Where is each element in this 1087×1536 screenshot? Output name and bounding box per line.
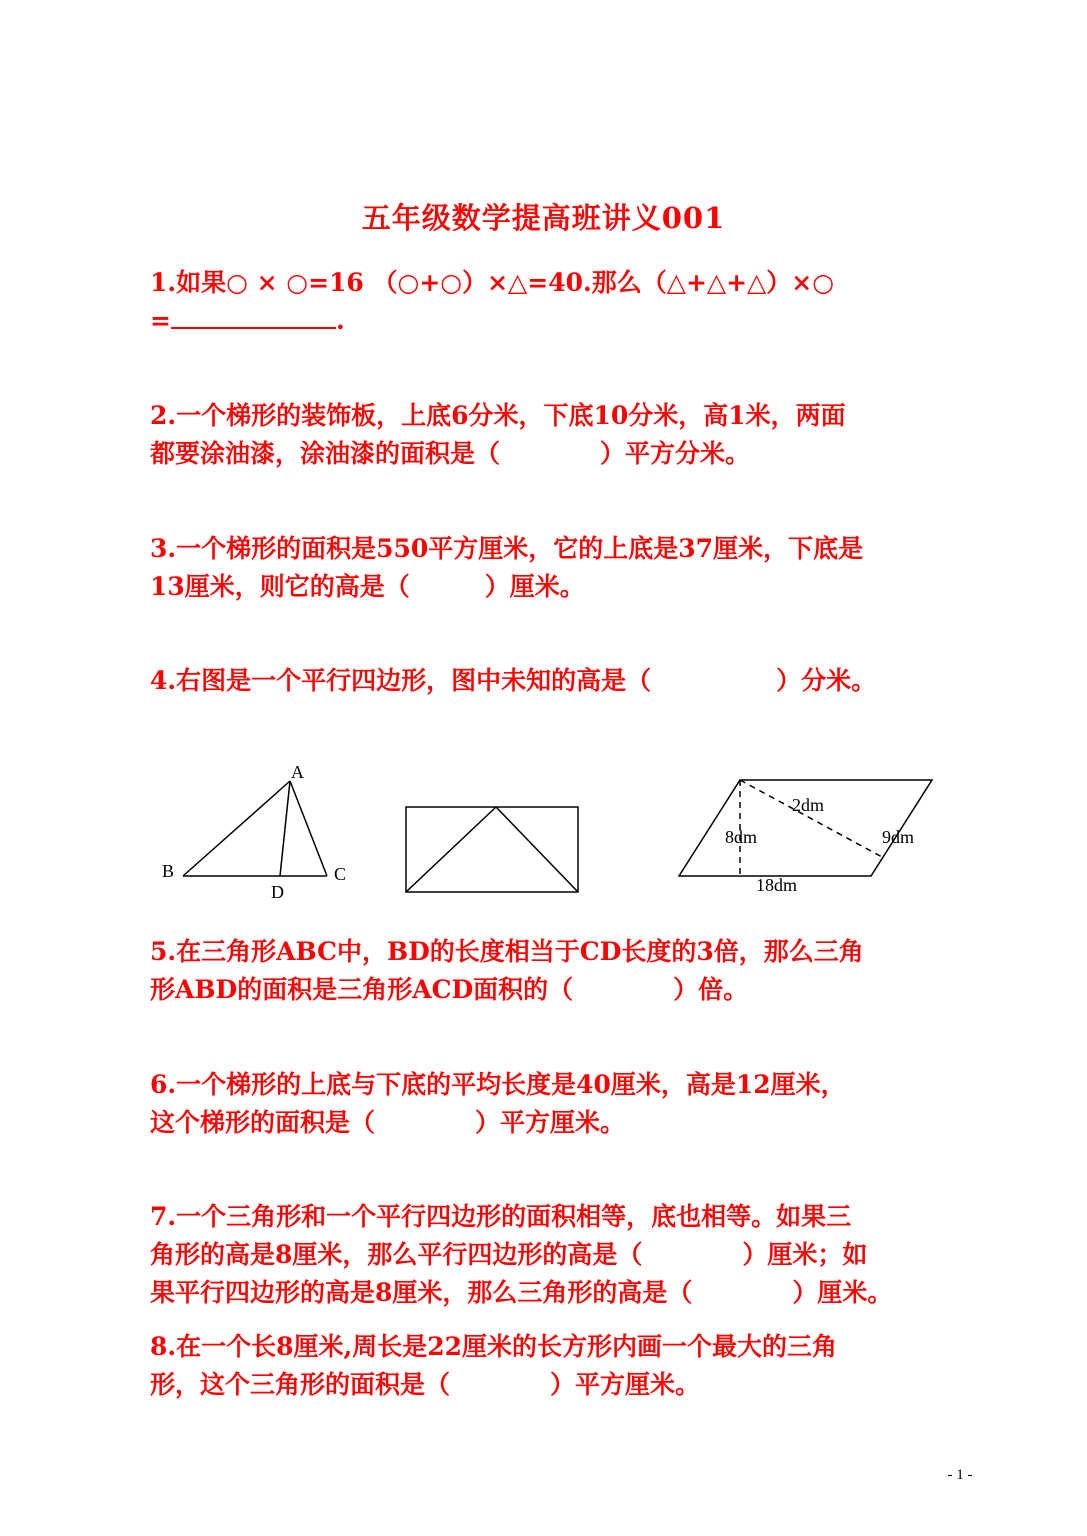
label-b: B [162,861,175,881]
question-4-line-1: 4.右图是一个平行四边形，图中未知的高是（ ）分米。 [150,666,877,695]
question-2-line-2: 都要涂油漆，涂油漆的面积是（ ）平方分米。 [150,439,751,468]
question-7-line-3: 果平行四边形的高是8厘米，那么三角形的高是（ ）厘米。 [150,1278,893,1307]
question-8 [150,1328,980,1404]
side-ab [183,781,290,876]
question-3-line-1: 3.一个梯形的面积是550平方厘米，它的上底是37厘米，下底是 [150,534,864,563]
question-2 [150,397,980,473]
question-8-line-1: 8.在一个长8厘米,周长是22厘米的长方形内画一个最大的三角 [150,1332,837,1361]
label-18dm: 18dm [756,875,798,895]
label-d: D [271,882,284,902]
rectangle [406,807,578,892]
question-5-line-2: 形ABD的面积是三角形ACD面积的（ ）倍。 [150,975,749,1004]
label-2dm: 2dm [792,795,825,815]
question-1-period: . [335,306,345,335]
segment-ad [280,781,290,876]
label-9dm: 9dm [882,827,915,847]
question-1 [150,264,980,340]
question-7-line-2: 角形的高是8厘米，那么平行四边形的高是（ ）厘米；如 [150,1240,868,1269]
question-4 [150,662,980,700]
question-2-line-1: 2.一个梯形的装饰板，上底6分米，下底10分米，高1米，两面 [150,401,846,430]
page-title: 五年级数学提高班讲义001 [361,201,726,235]
page-number: - 1 - [947,1467,973,1483]
rectangle-triangle-figure [400,800,585,900]
question-7 [150,1198,980,1312]
label-8dm: 8dm [725,827,758,847]
question-1-line-2 [150,302,980,340]
triangle-right-side [496,807,578,892]
question-1-equals: = [150,306,171,335]
side-ac [290,781,327,876]
question-5 [150,933,980,1009]
label-a: A [291,762,304,782]
question-3 [150,530,980,606]
triangle-left-side [406,807,496,892]
question-8-line-2: 形，这个三角形的面积是（ ）平方厘米。 [150,1370,701,1399]
question-5-line-1: 5.在三角形ABC中，BD的长度相当于CD长度的3倍，那么三角 [150,937,864,966]
answer-blank-1[interactable] [171,303,336,329]
question-3-line-2: 13厘米，则它的高是（ ）厘米。 [150,572,585,601]
question-6-line-2: 这个梯形的面积是（ ）平方厘米。 [150,1108,626,1137]
question-1-line-1: 1.如果○ × ○=16 （○+○）×△=40.那么（△+△+△）×○ [150,268,835,297]
height-unknown-line [740,780,882,857]
question-6 [150,1066,980,1142]
question-6-line-1: 6.一个梯形的上底与下底的平均长度是40厘米，高是12厘米， [150,1070,846,1099]
parallelogram-figure [670,770,950,900]
triangle-abc-figure [150,755,370,905]
question-7-line-1: 7.一个三角形和一个平行四边形的面积相等，底也相等。如果三 [150,1202,852,1231]
label-c: C [334,864,347,884]
